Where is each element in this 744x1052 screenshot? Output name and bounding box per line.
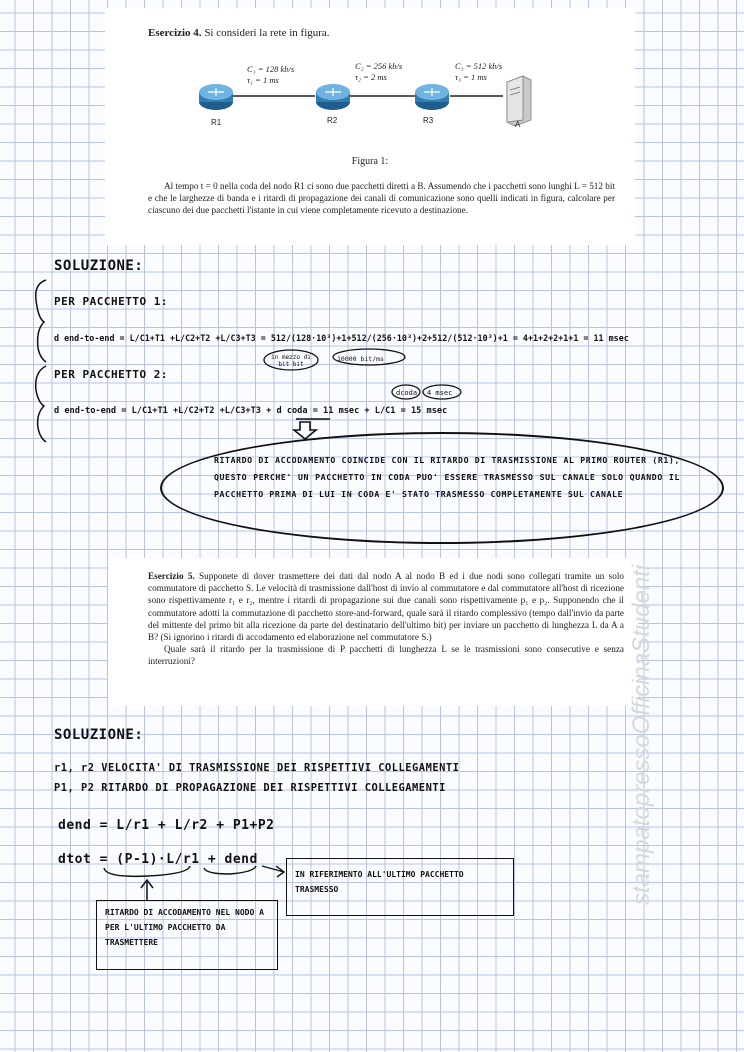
node-label-r1: R1 — [211, 118, 222, 127]
link3-label: C₃ = 512 kb/s τ₃ = 1 ms — [455, 61, 503, 82]
note-kbits: 10000 bit/ms — [337, 355, 384, 363]
figure-caption: Figura 1: — [351, 156, 389, 167]
link1-label: C₁ = 128 kb/s τ₁ = 1 ms — [247, 64, 295, 85]
packet1-label: PER PACCHETTO 1: — [54, 295, 168, 308]
dcoda-value: 4 msec — [427, 389, 453, 397]
dcoda-label: dcoda — [396, 389, 418, 397]
solution1-heading: SOLUZIONE: — [54, 258, 144, 274]
note-bits: in mezzo di bit bit — [271, 354, 311, 368]
packet1-formula: d end-to-end = L/C1+T1 +L/C2+T2 +L/C3+T3 = 512/(128·10³)+1+512/(256·10³)+2+512/(512·10³)+1 = 4+1+2+2+1+1 = 11 msec — [54, 333, 629, 343]
packet2-formula: d end-to-end = L/C1+T1 +L/C2+T2 +L/C3+T3 + d coda = 11 msec + L/C1 = 15 msec — [54, 406, 448, 416]
solution2-heading: SOLUZIONE: — [54, 727, 144, 743]
node-label-r2: R2 — [327, 116, 338, 125]
node-label-r3: R3 — [423, 116, 434, 125]
queue-delay-note: RITARDO DI ACCODAMENTO COINCIDE CON IL RITARDO DI TRASMISSIONE AL PRIMO ROUTER (R1), QUESTO PERCHE' UN PACCHETTO IN CODA PUO' ESSERE TRASMESSO SUL CANALE SOLO QUANDO IL PACCHETTO PRIMA DI LUI IN CODA E' STATO TRASMESSO COMPLETAMENTE SUL CANALE — [214, 455, 680, 499]
exercise5-text1: Supponete di dover trasmettere dei dati dal nodo A al nodo B ed i due nodi sono collegati tramite un solo commutatore di pacchetto S. Le velocità di trasmissione dall'host di invio al commutatore e dal commutatore all'host di ricezione sono rispettivamente r₁ e r₂, mentre i ritardi di propagazione sui due canali sono rispettivamente p₁ e p₂. Supponendo che il commutatore adotti la commutazione di pacchetto store-and-forward, quale sarà il ritardo complessivo (tempo dall'invio da parte del mittente del primo bit alla ricezione da parte del destinatario dell'ultimo bit) per inviare un pacchetto di lunghezza L da A a B? (Si ignorino i ritardi di accodamento ed elaborazione nel commutatore S.) — [148, 571, 624, 643]
exercise4-title: Esercizio 4. — [148, 27, 202, 39]
exercise4-text: Al tempo t = 0 nella coda del nodo R1 ci sono due pacchetti diretti a B. Assumendo che i pacchetti sono lunghi L = 512 bit e che le larghezze di banda e i ritardi di propagazione dei canali di comunicazione sono quelli indicati in figura, calcolare per ciascuno dei due pacchetti l'istante in cui viene completamente ricevuto a destinazione. — [148, 181, 615, 216]
exercise5-text2: Quale sarà il ritardo per la trasmissione di P pacchetti di lunghezza L se le trasmissioni sono consecutive e senza interruzioni? — [148, 644, 624, 667]
solution2-line1: r1, r2 VELOCITA' DI TRASMISSIONE DEI RISPETTIVI COLLEGAMENTI — [54, 762, 460, 774]
solution2-formula1: dend = L/r1 + L/r2 + P1+P2 — [58, 818, 275, 833]
link2-label: C₂ = 256 kb/s τ₂ = 2 ms — [355, 61, 403, 82]
packet2-label: PER PACCHETTO 2: — [54, 368, 168, 381]
solution2-line2: P1, P2 RITARDO DI PROPAGAZIONE DEI RISPETTIVI COLLEGAMENTI — [54, 782, 446, 794]
queue-delay-a-note: RITARDO DI ACCODAMENTO NEL NODO A PER L'ULTIMO PACCHETTO DA TRASMETTERE — [105, 908, 264, 947]
solution2-formula2: dtot = (P-1)·L/r1 + dend — [58, 852, 258, 867]
exercise4-intro: Si consideri la rete in figura. — [204, 27, 330, 39]
watermark: stampatopressoOfficinaStudenti — [628, 564, 655, 905]
node-label-a: A — [515, 120, 521, 129]
exercise5-title: Esercizio 5. — [148, 571, 195, 581]
last-packet-note: IN RIFERIMENTO ALL'ULTIMO PACCHETTO TRASMESSO — [295, 870, 464, 894]
